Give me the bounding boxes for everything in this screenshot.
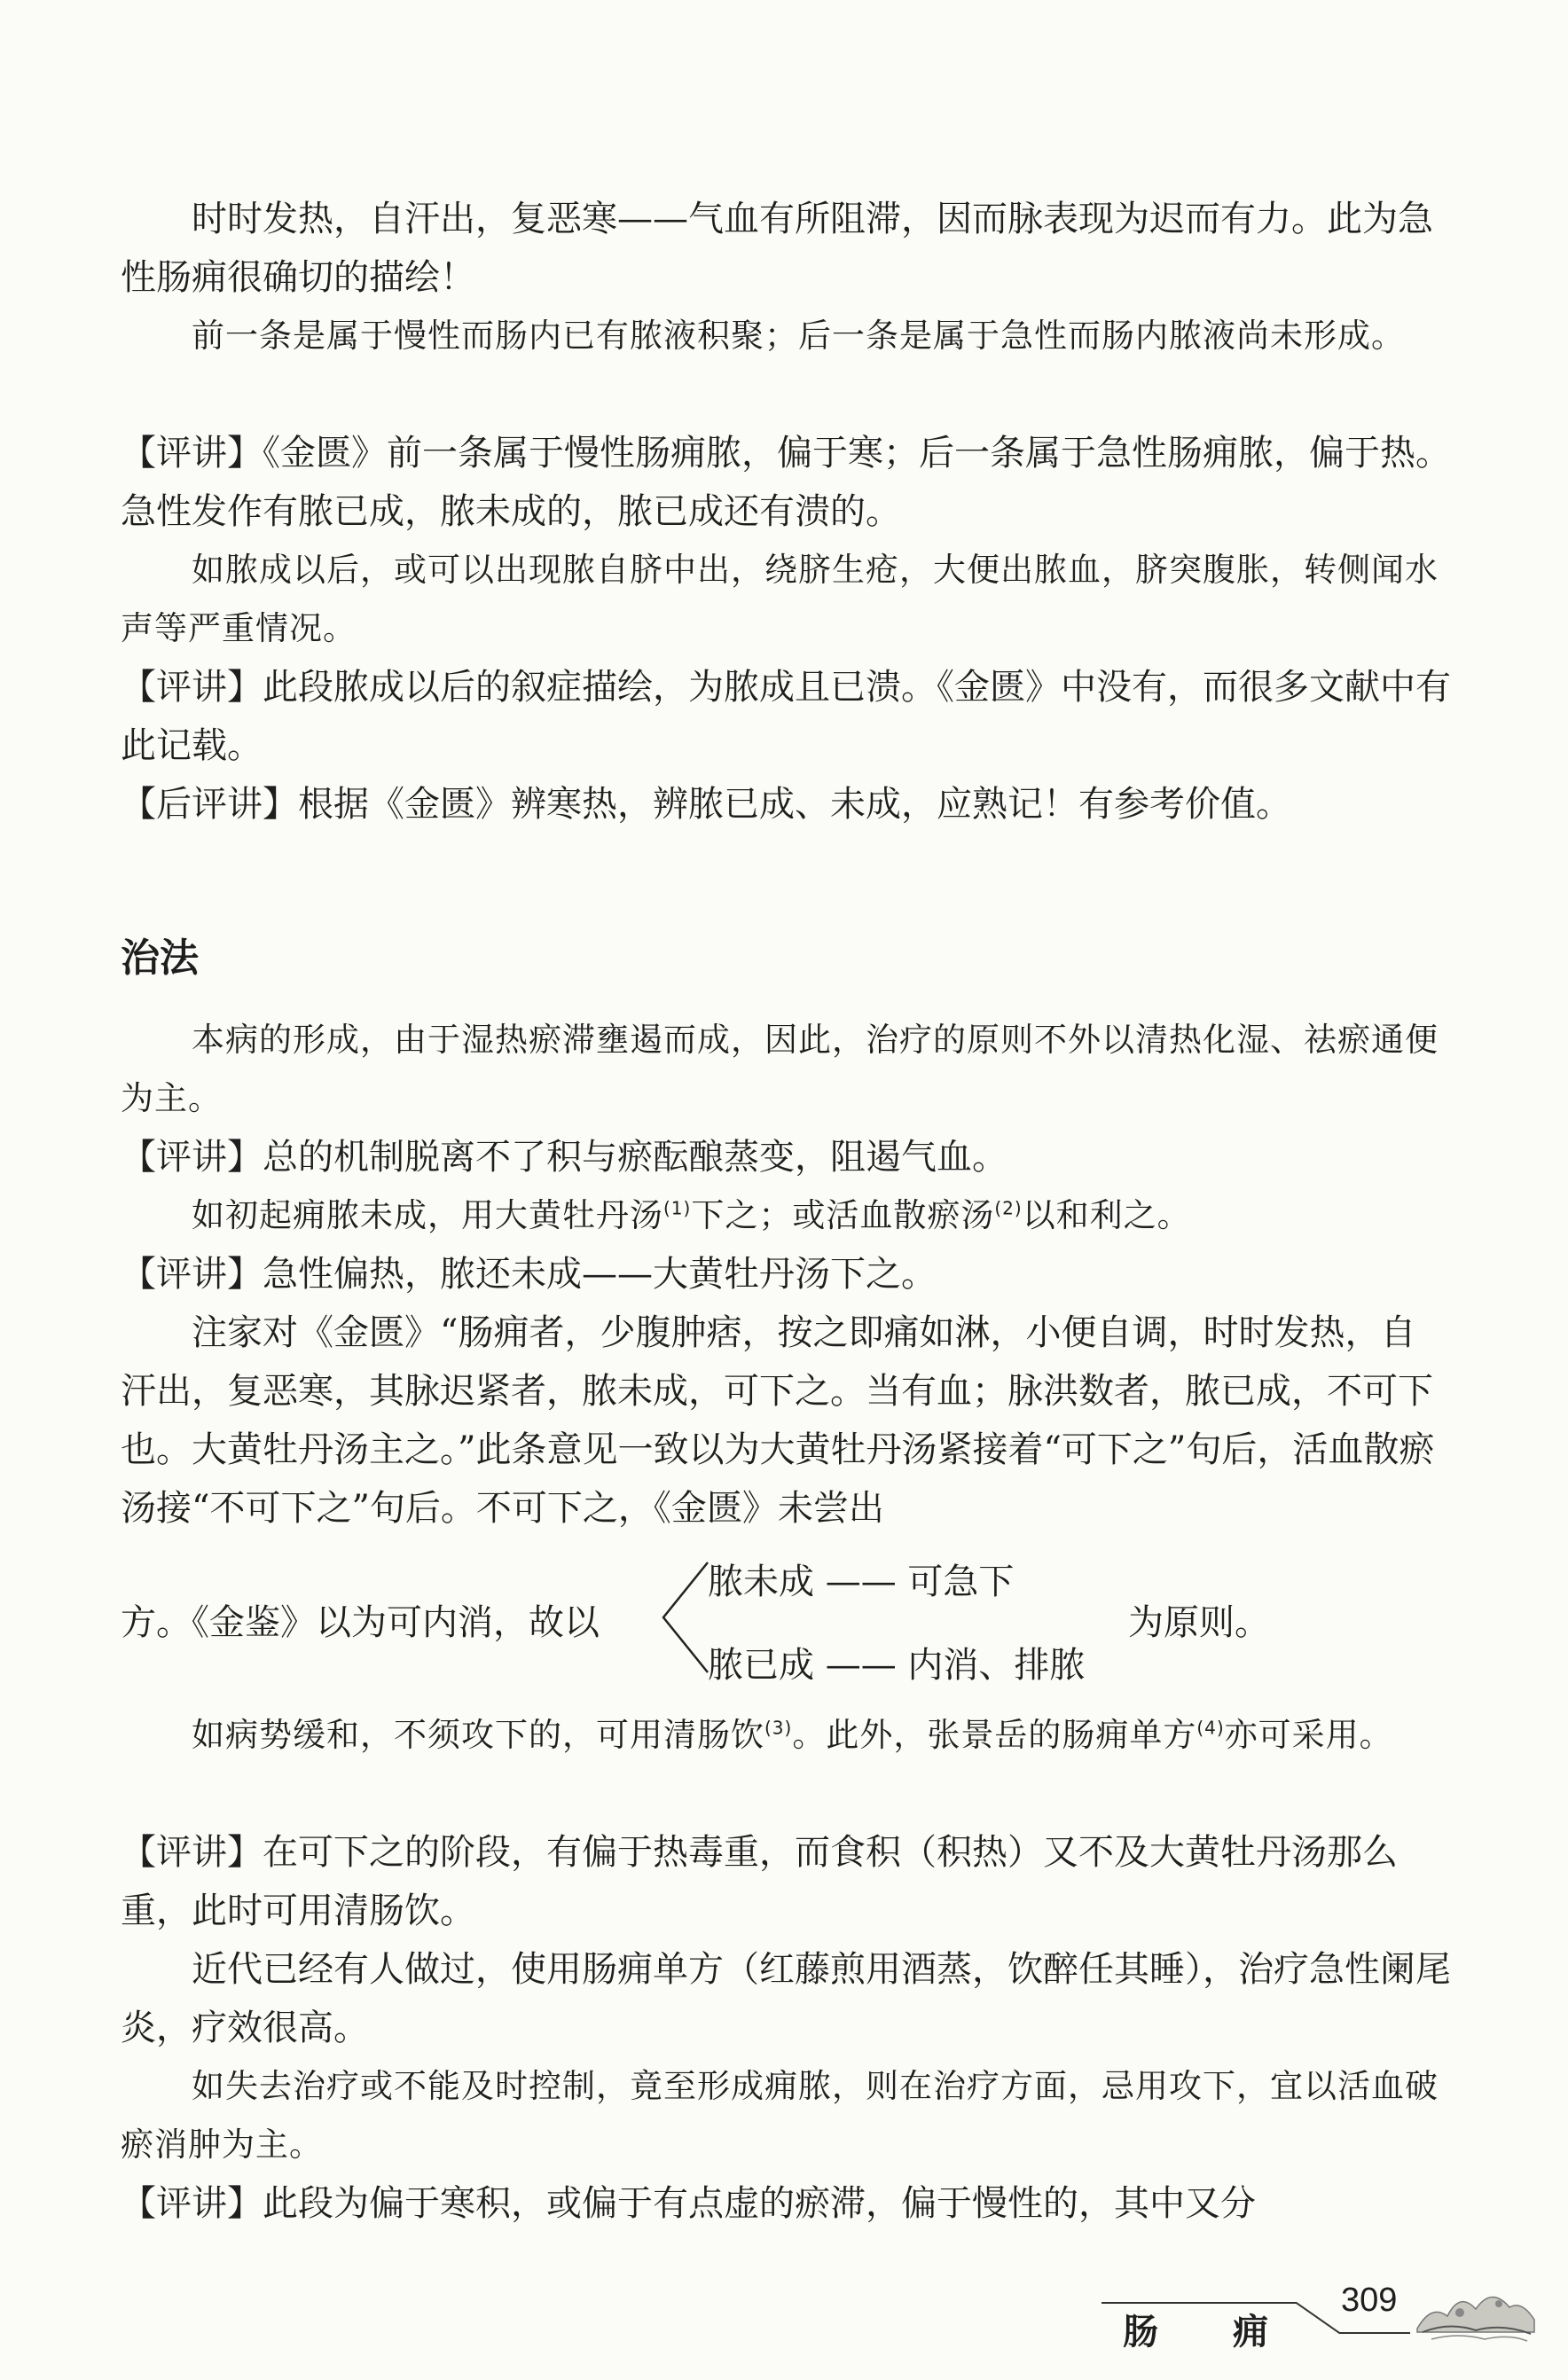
branch-prefix: 方。《金鉴》以为可内消，故以 <box>121 1602 600 1643</box>
comment-tag: 【后评讲】 <box>121 784 298 825</box>
comment-text: 《金匮》前一条属于慢性肠痈脓，偏于寒；后一条属于急性肠痈脓，偏于热。急性发作有脓已成，脓未成的，脓已成还有溃的。 <box>121 433 1451 532</box>
paragraph-1: 时时发热，自汗出，复恶寒——气血有所阻滞，因而脉表现为迟而有力。此为急性肠痈很确切的描绘！ <box>121 199 1433 298</box>
page-number: 309 <box>1341 2282 1398 2319</box>
footer-section-left: 肠 <box>1123 2312 1158 2353</box>
paragraph-2: 前一条是属于慢性而肠内已有脓液积聚；后一条是属于急性而肠内脓液尚未形成。 <box>192 317 1405 355</box>
paragraph-9 <box>121 1186 1451 1245</box>
text-run: 亦可采用。 <box>1224 1716 1393 1754</box>
section-heading: 治法 <box>121 936 199 981</box>
branch-suffix: 为原则。 <box>1128 1602 1270 1643</box>
comment-text: 总的机制脱离不了积与瘀酝酿蒸变，阻遏气血。 <box>263 1137 1007 1178</box>
footnote-ref-3[interactable]: (3) <box>764 1717 793 1739</box>
comment-tag: 【评讲】 <box>121 1137 263 1178</box>
footer-rule <box>1102 2302 1297 2304</box>
branch-upper: 脓未成 —— 可急下 <box>708 1562 1015 1602</box>
comment-tag: 【评讲】 <box>121 433 263 474</box>
paragraph-7: 本病的形成，由于湿热瘀滞壅遏而成，因此，治疗的原则不外以清热化湿、祛瘀通便为主。 <box>121 1021 1439 1117</box>
text-run: 以和利之。 <box>1022 1196 1191 1234</box>
text-run: 如病势缓和，不须攻下的，可用清肠饮 <box>192 1716 764 1754</box>
paragraph-8 <box>121 1128 1451 1186</box>
comment-tag: 【评讲】 <box>121 667 263 708</box>
paragraph-3 <box>121 424 1451 541</box>
paragraph-5 <box>121 658 1451 775</box>
footnote-ref-2[interactable]: (2) <box>994 1197 1023 1219</box>
paragraph-6 <box>121 775 1451 834</box>
comment-tag: 【评讲】 <box>121 1832 263 1873</box>
branch-lower: 脓已成 —— 内消、排脓 <box>708 1645 1086 1686</box>
paragraph-10 <box>121 1245 1451 1304</box>
footer-rule-slant <box>1296 2302 1340 2334</box>
text-run: 。此外，张景岳的肠痈单方 <box>792 1716 1197 1754</box>
comment-tag: 【评讲】 <box>121 1254 263 1295</box>
footnote-ref-4[interactable]: (4) <box>1196 1717 1225 1739</box>
text-run: 如初起痈脓未成，用大黄牡丹汤 <box>192 1196 663 1234</box>
comment-text: 根据《金匮》辨寒热，辨脓已成、未成，应熟记！有参考价值。 <box>298 784 1291 825</box>
comment-text: 此段脓成以后的叙症描绘，为脓成且已溃。《金匮》中没有，而很多文献中有此记载。 <box>121 667 1451 766</box>
paragraph-12 <box>121 1706 1451 1765</box>
comment-tag: 【评讲】 <box>121 2183 263 2224</box>
footer-section-right: 痈 <box>1233 2312 1268 2353</box>
text-run: 下之；或活血散瘀汤 <box>691 1196 995 1234</box>
comment-text: 急性偏热，脓还未成——大黄牡丹汤下之。 <box>263 1254 937 1295</box>
comment-text: 此段为偏于寒积，或偏于有点虚的瘀滞，偏于慢性的，其中又分 <box>263 2183 1256 2224</box>
paragraph-15: 如失去治疗或不能及时控制，竟至形成痈脓，则在治疗方面，忌用攻下，宜以活血破瘀消肿为主。 <box>121 2067 1439 2164</box>
paragraph-16 <box>121 2174 1451 2233</box>
footnote-ref-1[interactable]: (1) <box>663 1197 692 1219</box>
landscape-ornament-icon <box>1414 2277 1538 2348</box>
footer-rule-base <box>1339 2332 1410 2334</box>
branch-bracket-icon <box>658 1555 711 1679</box>
paragraph-13 <box>121 1823 1451 1940</box>
comment-text: 在可下之的阶段，有偏于热毒重，而食积（积热）又不及大黄牡丹汤那么重，此时可用清肠饮。 <box>121 1832 1398 1931</box>
paragraph-4: 如脓成以后，或可以出现脓自脐中出，绕脐生疮，大便出脓血，脐突腹胀，转侧闻水声等严重情况。 <box>121 551 1439 647</box>
paragraph-14: 近代已经有人做过，使用肠痈单方（红藤煎用酒蒸，饮醉任其睡），治疗急性阑尾炎，疗效很高。 <box>121 1949 1451 2048</box>
paragraph-11: 注家对《金匮》“肠痈者，少腹肿痞，按之即痛如淋，小便自调，时时发热，自汗出，复恶寒，其脉迟紧者，脓未成，可下之。当有血；脉洪数者，脓已成，不可下也。大黄牡丹汤主之。”此条意见一致以为大黄牡丹汤紧接着“可下之”句后，活血散瘀汤接“不可下之”句后。不可下之，《金匮》未尝出 <box>121 1312 1435 1529</box>
